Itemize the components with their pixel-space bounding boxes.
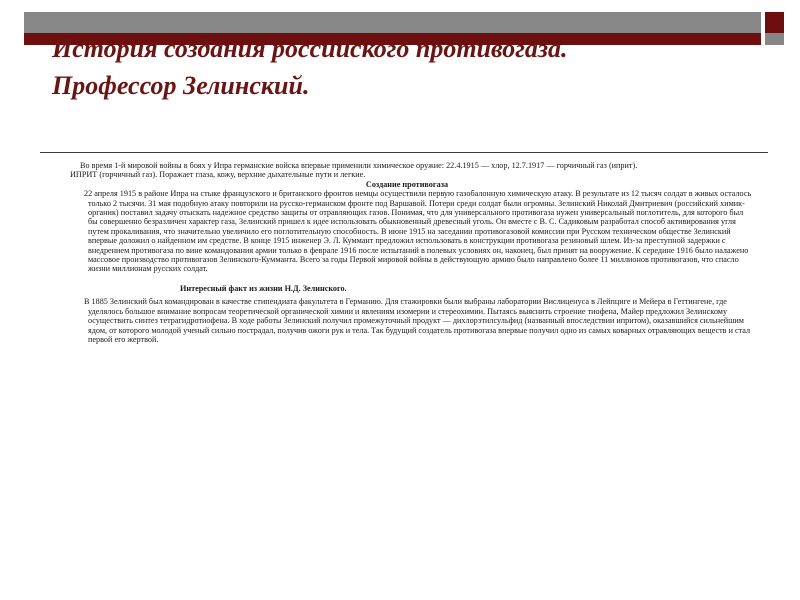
intro-paragraph: Во время 1-й мировой войны в боях у Ипра германские войска впервые применили химическое оружие: 22.4.1915 — хлор, 12.7.1917 — горчичный газ (иприт). <box>80 161 638 170</box>
gas-mask-history-paragraph: 22 апреля 1915 в районе Ипра на стыке французского и британского фронтов немцы осуществили первую газобалонную химическую атаку. В результате из 12 тысяч солдат в живых осталось только 2 тысячи. 31 мая подобную атаку повторили на русско-германском фронте под Варшавой. Потери среди солдат были огромны. Зелинский Николай Дмитриевич (российский химик-органик) поставил задачу отыскать надежное средство защиты от отравляющих газов. Понимая, что для универсального противогаза нужен универсальный поглотитель, для которого был бы совершенно безразличен характер газа, Зелинский пришел к идее использовать обыкновенный древесный уголь. Он вместе с В. С. Садиковым разработал способ активирования угля путем прокаливания, что значительно увеличило его поглотительную способность. В июне 1915 на заседании противогазовой комиссии при Русском техническом обществе Зелинский впервые доложил о найденном им средстве. В конце 1915 инженер Э. Л. Куммант предложил использовать в конструкции противогаза резиновый шлем. Из-за преступной задержки с внедрением противогаза по вине командования армии только в феврале 1916 после испытаний в полевых условиях он, наконец, был принят на вооружение. К середине 1916 было налажено массовое производство противогазов Зелинского-Кумманта. Всего за годы Первой мировой войны в действующую армию было направлено более 11 миллионов противогазов, что спасло жизни миллионам русских солдат. <box>84 189 752 274</box>
slide-title-line-2: Профессор Зелинский. <box>52 71 310 100</box>
section-heading-interesting-fact: Интересный факт из жизни Н.Д. Зелинского. <box>180 283 347 293</box>
section-heading-gas-mask: Создание противогаза <box>365 179 449 189</box>
yperite-paragraph: ИПРИТ (горчичный газ). Поражает глаза, кожу, верхние дыхательные пути и легкие. <box>70 170 366 180</box>
slide-body <box>62 161 752 344</box>
slide-title-line-1: История создания российского противогаза. <box>52 34 568 63</box>
slide-title <box>52 30 772 104</box>
interesting-fact-paragraph: В 1885 Зелинский был командирован в качестве стипендиата факультета в Германию. Для стажировки были выбраны лаборатории Вислиценуса в Лейпциге и Мейера в Геттингене, где уделялось большое внимание вопросам теоретической органической химии и явлениям изомерии и стереохимии. Пытаясь выяснить строение тиофена, Майер предложил Зелинскому осуществить синтез тетрагидротиофена. В ходе работы Зелинский получил промежуточный продукт — дихлорэтилсульфид (названный впоследствии ипритом), оказавшийся сильнейшим ядом, от которого молодой ученый сильно пострадал, получив ожоги рук и тела. Так будущий создатель противогаза впервые получил одно из самых коварных отравляющих веществ и стал первой его жертвой. <box>84 297 751 344</box>
title-divider <box>40 152 768 153</box>
spacer <box>62 274 752 284</box>
